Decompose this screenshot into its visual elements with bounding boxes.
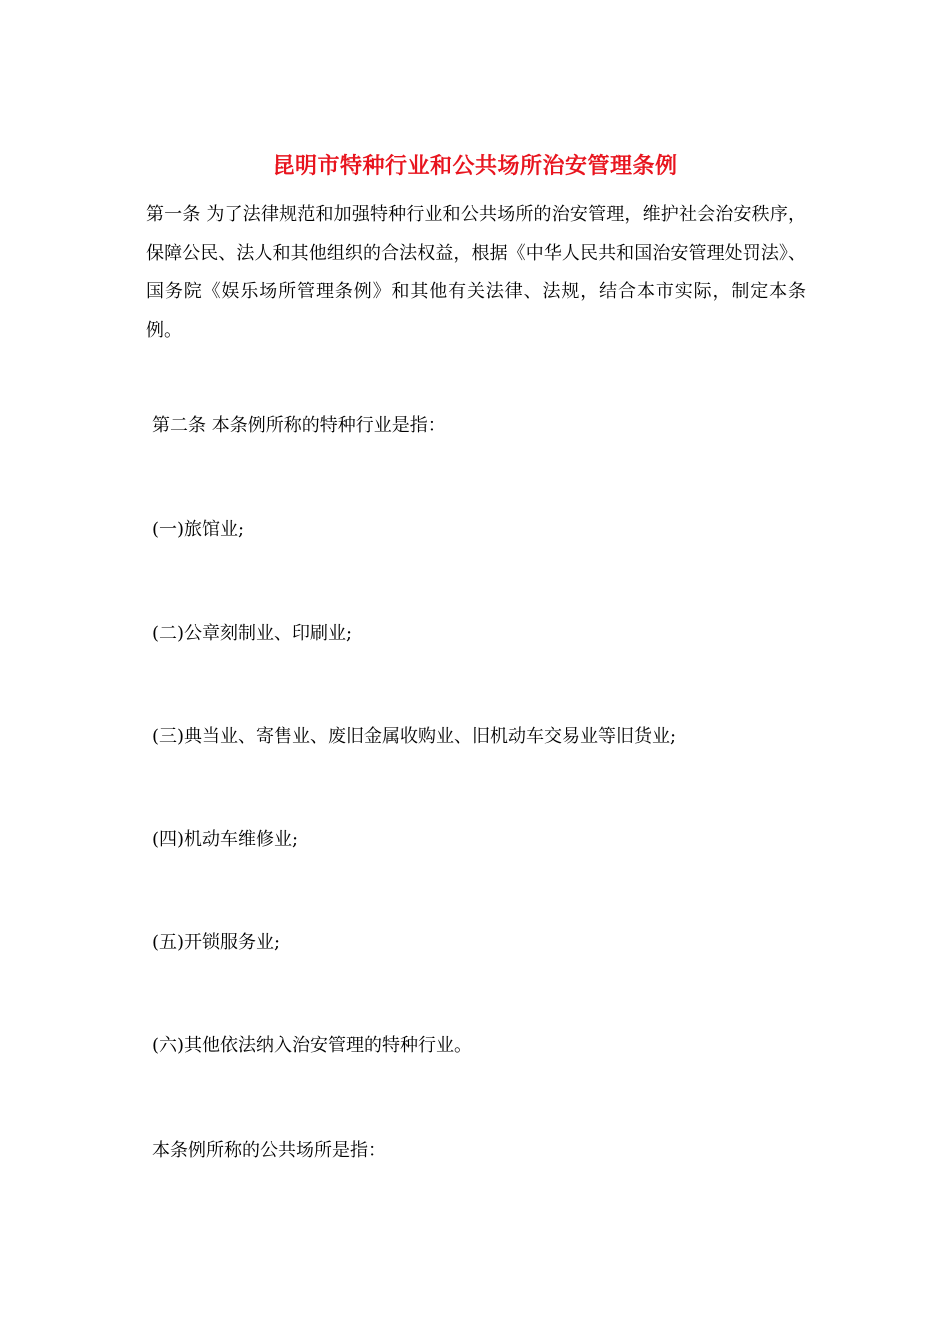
list-item-4: (四)机动车维修业; <box>152 829 299 850</box>
list-item-1: (一)旅馆业; <box>152 519 245 540</box>
article-1-paragraph: 第一条 为了法律规范和加强特种行业和公共场所的治安管理，维护社会治安秩序，保障公民、法人和其他组织的合法权益，根据《中华人民共和国治安管理处罚法》、国务院《娱乐场所管理条例》和其他有关法律、法规，结合本市实际，制定本条例。 <box>146 204 806 341</box>
list-item-5: (五)开锁服务业; <box>152 932 281 953</box>
public-places-intro: 本条例所称的公共场所是指： <box>152 1140 386 1161</box>
list-item-3: (三)典当业、寄售业、废旧金属收购业、旧机动车交易业等旧货业; <box>152 726 677 747</box>
article-2-heading: 第二条 本条例所称的特种行业是指： <box>152 415 446 436</box>
document-title: 昆明市特种行业和公共场所治安管理条例 <box>272 154 678 179</box>
list-item-6: (六)其他依法纳入治安管理的特种行业。 <box>152 1035 473 1056</box>
list-item-2: (二)公章刻制业、印刷业; <box>152 623 353 644</box>
